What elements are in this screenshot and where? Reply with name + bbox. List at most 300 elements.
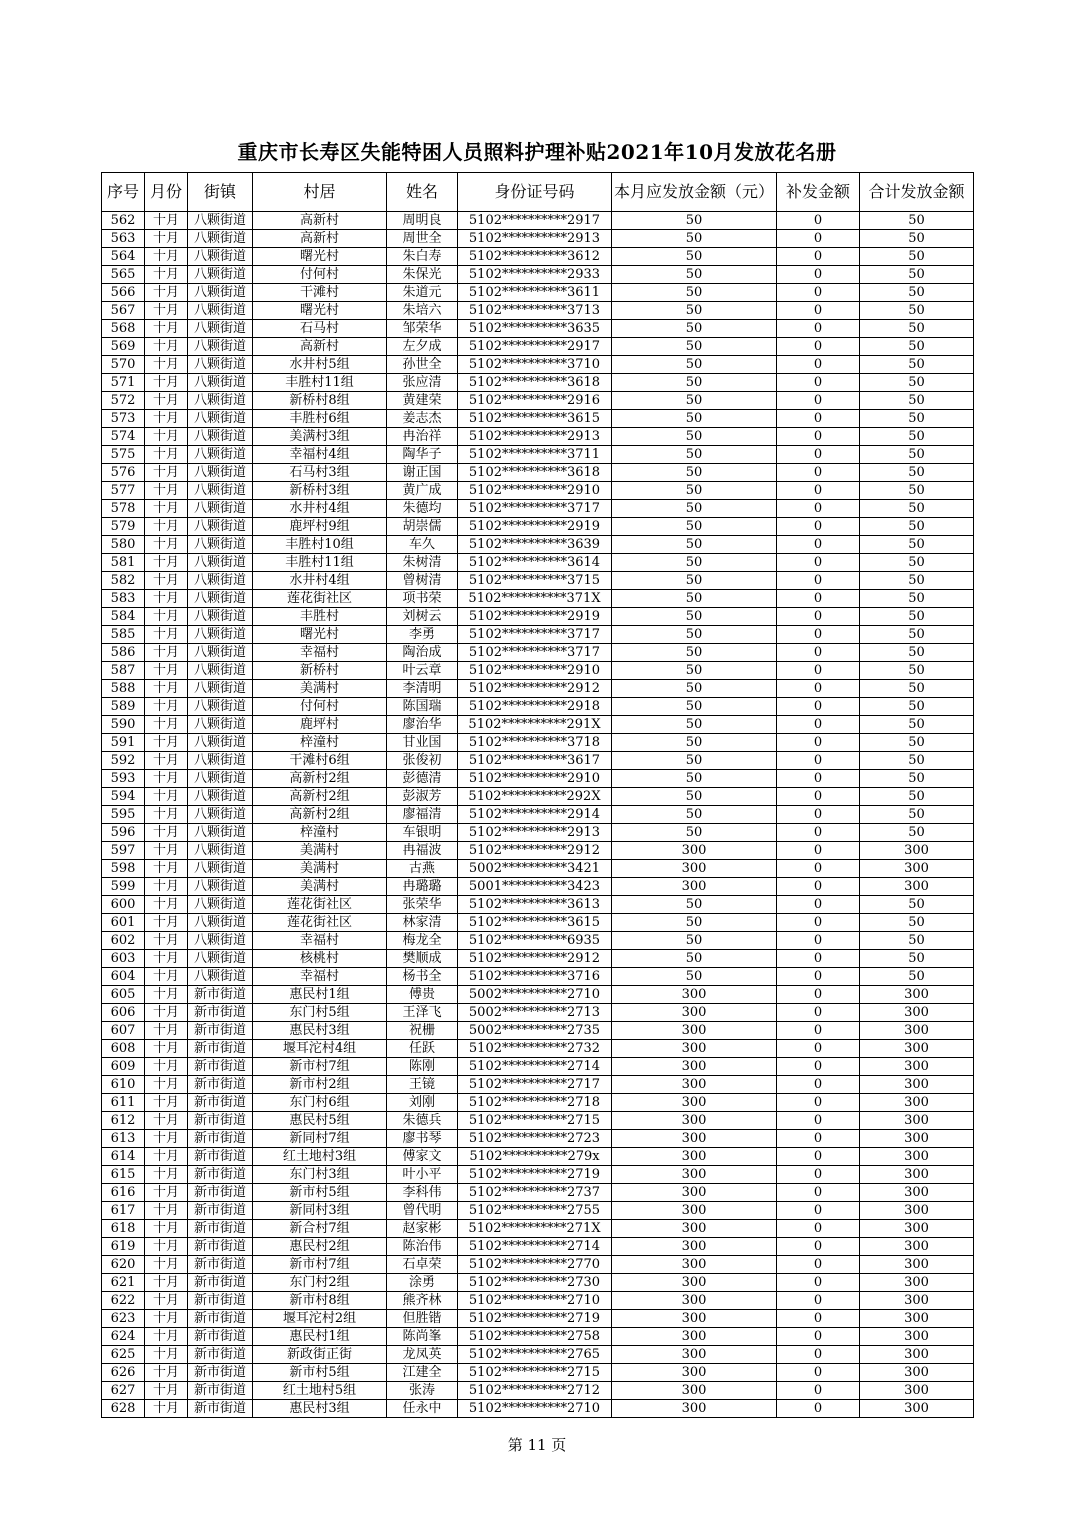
cell-index: 607	[102, 1022, 145, 1040]
cell-month: 十月	[145, 1220, 188, 1238]
table-row	[102, 914, 974, 932]
cell-total-amount: 50	[860, 230, 974, 248]
cell-village: 新政街正街	[253, 1346, 387, 1364]
cell-month: 十月	[145, 662, 188, 680]
cell-back-pay: 0	[777, 212, 860, 230]
cell-village: 惠民村1组	[253, 1328, 387, 1346]
cell-id-number: 5102**********3614	[458, 554, 612, 572]
cell-index: 564	[102, 248, 145, 266]
cell-total-amount: 50	[860, 662, 974, 680]
cell-village: 干滩村6组	[253, 752, 387, 770]
cell-back-pay: 0	[777, 608, 860, 626]
cell-village: 丰胜村11组	[253, 374, 387, 392]
cell-month: 十月	[145, 590, 188, 608]
table-row	[102, 698, 974, 716]
cell-total-amount: 50	[860, 572, 974, 590]
cell-name: 廖福清	[387, 806, 458, 824]
cell-village: 新同村3组	[253, 1202, 387, 1220]
cell-month: 十月	[145, 392, 188, 410]
cell-monthly-amount: 300	[612, 1238, 777, 1256]
cell-subdistrict: 新市街道	[188, 1238, 253, 1256]
table-body	[102, 212, 974, 1418]
cell-subdistrict: 新市街道	[188, 1058, 253, 1076]
cell-subdistrict: 新市街道	[188, 1274, 253, 1292]
cell-month: 十月	[145, 446, 188, 464]
document-title: 重庆市长寿区失能特困人员照料护理补贴2021年10月发放花名册	[237, 140, 837, 164]
cell-back-pay: 0	[777, 500, 860, 518]
table-row	[102, 1202, 974, 1220]
cell-back-pay: 0	[777, 1130, 860, 1148]
cell-name: 朱白寿	[387, 248, 458, 266]
header-id-number: 身份证号码	[458, 173, 612, 212]
cell-name: 左夕成	[387, 338, 458, 356]
cell-back-pay: 0	[777, 770, 860, 788]
cell-id-number: 5102**********292X	[458, 788, 612, 806]
table-header-row	[102, 173, 974, 212]
cell-subdistrict: 八颗街道	[188, 770, 253, 788]
cell-name: 李清明	[387, 680, 458, 698]
cell-monthly-amount: 300	[612, 842, 777, 860]
header-back-pay: 补发金额	[777, 173, 860, 212]
cell-id-number: 5102**********3718	[458, 734, 612, 752]
cell-index: 587	[102, 662, 145, 680]
cell-month: 十月	[145, 1238, 188, 1256]
cell-id-number: 5102**********2715	[458, 1112, 612, 1130]
cell-name: 谢正国	[387, 464, 458, 482]
cell-subdistrict: 八颗街道	[188, 752, 253, 770]
cell-name: 曾代明	[387, 1202, 458, 1220]
cell-month: 十月	[145, 734, 188, 752]
cell-back-pay: 0	[777, 482, 860, 500]
cell-month: 十月	[145, 428, 188, 446]
cell-village: 幸福村	[253, 932, 387, 950]
page-number: 第 11 页	[507, 1436, 567, 1454]
cell-index: 620	[102, 1256, 145, 1274]
cell-index: 625	[102, 1346, 145, 1364]
cell-village: 堰耳沱村2组	[253, 1310, 387, 1328]
cell-name: 胡崇儒	[387, 518, 458, 536]
cell-id-number: 5102**********3716	[458, 968, 612, 986]
table-row	[102, 1094, 974, 1112]
cell-back-pay: 0	[777, 626, 860, 644]
table-row	[102, 1382, 974, 1400]
cell-month: 十月	[145, 932, 188, 950]
cell-back-pay: 0	[777, 1202, 860, 1220]
cell-id-number: 5102**********2732	[458, 1040, 612, 1058]
cell-index: 606	[102, 1004, 145, 1022]
cell-total-amount: 50	[860, 590, 974, 608]
cell-id-number: 5102**********3618	[458, 464, 612, 482]
cell-name: 叶云章	[387, 662, 458, 680]
table-row	[102, 302, 974, 320]
cell-total-amount: 300	[860, 1184, 974, 1202]
cell-index: 588	[102, 680, 145, 698]
cell-village: 莲花街社区	[253, 914, 387, 932]
cell-monthly-amount: 50	[612, 716, 777, 734]
cell-subdistrict: 新市街道	[188, 1148, 253, 1166]
cell-back-pay: 0	[777, 284, 860, 302]
cell-village: 付何村	[253, 698, 387, 716]
cell-id-number: 5102**********279x	[458, 1148, 612, 1166]
cell-id-number: 5102**********2912	[458, 950, 612, 968]
cell-back-pay: 0	[777, 518, 860, 536]
table-row	[102, 1400, 974, 1418]
header-name: 姓名	[387, 173, 458, 212]
cell-month: 十月	[145, 788, 188, 806]
cell-total-amount: 50	[860, 752, 974, 770]
cell-monthly-amount: 50	[612, 734, 777, 752]
cell-month: 十月	[145, 1400, 188, 1418]
cell-id-number: 5102**********2913	[458, 824, 612, 842]
cell-total-amount: 300	[860, 1166, 974, 1184]
cell-village: 新市村7组	[253, 1058, 387, 1076]
cell-village: 曙光村	[253, 626, 387, 644]
cell-index: 601	[102, 914, 145, 932]
table-row	[102, 1112, 974, 1130]
cell-subdistrict: 八颗街道	[188, 914, 253, 932]
cell-monthly-amount: 50	[612, 230, 777, 248]
cell-month: 十月	[145, 644, 188, 662]
cell-month: 十月	[145, 878, 188, 896]
cell-index: 591	[102, 734, 145, 752]
cell-name: 熊齐林	[387, 1292, 458, 1310]
cell-index: 621	[102, 1274, 145, 1292]
cell-subdistrict: 八颗街道	[188, 320, 253, 338]
cell-village: 新市村5组	[253, 1364, 387, 1382]
cell-monthly-amount: 50	[612, 482, 777, 500]
cell-monthly-amount: 300	[612, 1040, 777, 1058]
cell-village: 惠民村3组	[253, 1022, 387, 1040]
cell-subdistrict: 八颗街道	[188, 536, 253, 554]
table-row	[102, 734, 974, 752]
cell-month: 十月	[145, 248, 188, 266]
cell-total-amount: 50	[860, 464, 974, 482]
cell-index: 610	[102, 1076, 145, 1094]
cell-monthly-amount: 50	[612, 806, 777, 824]
cell-back-pay: 0	[777, 230, 860, 248]
cell-back-pay: 0	[777, 698, 860, 716]
cell-back-pay: 0	[777, 410, 860, 428]
cell-month: 十月	[145, 986, 188, 1004]
cell-index: 593	[102, 770, 145, 788]
cell-name: 任跃	[387, 1040, 458, 1058]
cell-index: 563	[102, 230, 145, 248]
cell-back-pay: 0	[777, 392, 860, 410]
cell-name: 陈治伟	[387, 1238, 458, 1256]
table-row	[102, 986, 974, 1004]
table-row	[102, 356, 974, 374]
table-row	[102, 1346, 974, 1364]
cell-index: 578	[102, 500, 145, 518]
table-row	[102, 644, 974, 662]
cell-index: 589	[102, 698, 145, 716]
cell-subdistrict: 新市街道	[188, 1076, 253, 1094]
cell-total-amount: 300	[860, 878, 974, 896]
cell-id-number: 5102**********2710	[458, 1400, 612, 1418]
cell-back-pay: 0	[777, 932, 860, 950]
cell-village: 新市村5组	[253, 1184, 387, 1202]
cell-monthly-amount: 50	[612, 518, 777, 536]
cell-month: 十月	[145, 860, 188, 878]
cell-index: 586	[102, 644, 145, 662]
cell-index: 583	[102, 590, 145, 608]
cell-subdistrict: 八颗街道	[188, 824, 253, 842]
cell-village: 堰耳沱村4组	[253, 1040, 387, 1058]
cell-monthly-amount: 50	[612, 824, 777, 842]
cell-id-number: 5102**********3711	[458, 446, 612, 464]
table-row	[102, 1166, 974, 1184]
cell-subdistrict: 八颗街道	[188, 680, 253, 698]
cell-total-amount: 300	[860, 1274, 974, 1292]
cell-village: 新市村7组	[253, 1256, 387, 1274]
table-row	[102, 1058, 974, 1076]
cell-monthly-amount: 300	[612, 1310, 777, 1328]
cell-village: 东门村6组	[253, 1094, 387, 1112]
cell-month: 十月	[145, 1058, 188, 1076]
cell-back-pay: 0	[777, 1346, 860, 1364]
cell-month: 十月	[145, 1112, 188, 1130]
cell-id-number: 5102**********3611	[458, 284, 612, 302]
cell-monthly-amount: 300	[612, 860, 777, 878]
cell-total-amount: 300	[860, 1328, 974, 1346]
cell-subdistrict: 新市街道	[188, 1328, 253, 1346]
cell-name: 彭淑芳	[387, 788, 458, 806]
cell-village: 新桥村	[253, 662, 387, 680]
cell-monthly-amount: 50	[612, 248, 777, 266]
cell-month: 十月	[145, 824, 188, 842]
cell-month: 十月	[145, 536, 188, 554]
cell-total-amount: 300	[860, 1148, 974, 1166]
cell-village: 梓潼村	[253, 734, 387, 752]
cell-total-amount: 50	[860, 950, 974, 968]
cell-name: 朱保光	[387, 266, 458, 284]
cell-id-number: 5102**********291X	[458, 716, 612, 734]
cell-village: 梓潼村	[253, 824, 387, 842]
cell-name: 曾树清	[387, 572, 458, 590]
cell-monthly-amount: 300	[612, 1220, 777, 1238]
cell-month: 十月	[145, 464, 188, 482]
table-row	[102, 680, 974, 698]
cell-subdistrict: 八颗街道	[188, 626, 253, 644]
cell-month: 十月	[145, 1004, 188, 1022]
cell-village: 丰胜村	[253, 608, 387, 626]
cell-village: 丰胜村11组	[253, 554, 387, 572]
cell-total-amount: 50	[860, 374, 974, 392]
table-row	[102, 500, 974, 518]
cell-month: 十月	[145, 302, 188, 320]
cell-subdistrict: 八颗街道	[188, 554, 253, 572]
cell-total-amount: 50	[860, 608, 974, 626]
cell-back-pay: 0	[777, 824, 860, 842]
cell-monthly-amount: 300	[612, 1382, 777, 1400]
cell-total-amount: 50	[860, 968, 974, 986]
cell-subdistrict: 八颗街道	[188, 482, 253, 500]
cell-village: 东门村3组	[253, 1166, 387, 1184]
header-month: 月份	[145, 173, 188, 212]
cell-name: 叶小平	[387, 1166, 458, 1184]
cell-village: 水井村4组	[253, 572, 387, 590]
cell-monthly-amount: 300	[612, 1166, 777, 1184]
table-row	[102, 392, 974, 410]
cell-name: 朱德兵	[387, 1112, 458, 1130]
table-row	[102, 536, 974, 554]
cell-name: 朱德均	[387, 500, 458, 518]
cell-index: 596	[102, 824, 145, 842]
cell-back-pay: 0	[777, 1328, 860, 1346]
cell-total-amount: 300	[860, 1004, 974, 1022]
cell-total-amount: 50	[860, 212, 974, 230]
cell-total-amount: 50	[860, 824, 974, 842]
table-row	[102, 1022, 974, 1040]
cell-month: 十月	[145, 1022, 188, 1040]
cell-monthly-amount: 300	[612, 1112, 777, 1130]
cell-id-number: 5102**********2723	[458, 1130, 612, 1148]
cell-village: 高新村	[253, 212, 387, 230]
cell-month: 十月	[145, 968, 188, 986]
cell-name: 陶治成	[387, 644, 458, 662]
cell-village: 美满村	[253, 878, 387, 896]
cell-village: 丰胜村10组	[253, 536, 387, 554]
cell-subdistrict: 八颗街道	[188, 464, 253, 482]
cell-total-amount: 50	[860, 914, 974, 932]
header-total-amount: 合计发放金额	[860, 173, 974, 212]
cell-total-amount: 300	[860, 1202, 974, 1220]
cell-total-amount: 50	[860, 680, 974, 698]
cell-index: 616	[102, 1184, 145, 1202]
cell-month: 十月	[145, 608, 188, 626]
table-row	[102, 1274, 974, 1292]
cell-back-pay: 0	[777, 1274, 860, 1292]
cell-back-pay: 0	[777, 590, 860, 608]
cell-name: 冉福波	[387, 842, 458, 860]
cell-total-amount: 50	[860, 806, 974, 824]
table-row	[102, 968, 974, 986]
cell-total-amount: 50	[860, 248, 974, 266]
cell-month: 十月	[145, 266, 188, 284]
cell-name: 周明良	[387, 212, 458, 230]
cell-total-amount: 300	[860, 1346, 974, 1364]
cell-subdistrict: 新市街道	[188, 1382, 253, 1400]
cell-month: 十月	[145, 770, 188, 788]
cell-total-amount: 300	[860, 1238, 974, 1256]
cell-monthly-amount: 50	[612, 428, 777, 446]
cell-month: 十月	[145, 1040, 188, 1058]
cell-id-number: 5102**********2765	[458, 1346, 612, 1364]
cell-index: 594	[102, 788, 145, 806]
cell-total-amount: 300	[860, 1382, 974, 1400]
header-village: 村居	[253, 173, 387, 212]
cell-monthly-amount: 50	[612, 446, 777, 464]
cell-id-number: 5102**********2730	[458, 1274, 612, 1292]
cell-index: 615	[102, 1166, 145, 1184]
cell-index: 612	[102, 1112, 145, 1130]
cell-month: 十月	[145, 554, 188, 572]
cell-id-number: 5102**********2933	[458, 266, 612, 284]
table-row	[102, 410, 974, 428]
cell-back-pay: 0	[777, 320, 860, 338]
cell-name: 冉璐璐	[387, 878, 458, 896]
cell-id-number: 5102**********2917	[458, 212, 612, 230]
cell-subdistrict: 八颗街道	[188, 356, 253, 374]
cell-month: 十月	[145, 806, 188, 824]
cell-monthly-amount: 50	[612, 968, 777, 986]
cell-id-number: 5102**********3612	[458, 248, 612, 266]
cell-month: 十月	[145, 626, 188, 644]
cell-village: 幸福村	[253, 968, 387, 986]
cell-monthly-amount: 300	[612, 986, 777, 1004]
cell-id-number: 5102**********2710	[458, 1292, 612, 1310]
cell-total-amount: 50	[860, 932, 974, 950]
cell-month: 十月	[145, 842, 188, 860]
cell-name: 邹荣华	[387, 320, 458, 338]
cell-village: 石马村	[253, 320, 387, 338]
cell-month: 十月	[145, 680, 188, 698]
cell-total-amount: 300	[860, 1022, 974, 1040]
cell-subdistrict: 八颗街道	[188, 932, 253, 950]
cell-name: 古燕	[387, 860, 458, 878]
cell-name: 朱道元	[387, 284, 458, 302]
table-row	[102, 1040, 974, 1058]
cell-back-pay: 0	[777, 1004, 860, 1022]
cell-index: 580	[102, 536, 145, 554]
cell-monthly-amount: 50	[612, 320, 777, 338]
cell-name: 陈尚峯	[387, 1328, 458, 1346]
cell-subdistrict: 新市街道	[188, 1346, 253, 1364]
cell-id-number: 5102**********3717	[458, 500, 612, 518]
cell-month: 十月	[145, 752, 188, 770]
cell-monthly-amount: 50	[612, 608, 777, 626]
table-row	[102, 806, 974, 824]
cell-name: 刘树云	[387, 608, 458, 626]
cell-back-pay: 0	[777, 860, 860, 878]
cell-month: 十月	[145, 320, 188, 338]
table-row	[102, 1076, 974, 1094]
cell-index: 577	[102, 482, 145, 500]
cell-id-number: 5102**********271X	[458, 1220, 612, 1238]
cell-monthly-amount: 50	[612, 284, 777, 302]
cell-monthly-amount: 300	[612, 1058, 777, 1076]
cell-name: 龙凤英	[387, 1346, 458, 1364]
cell-total-amount: 50	[860, 500, 974, 518]
cell-id-number: 5102**********3639	[458, 536, 612, 554]
cell-month: 十月	[145, 1364, 188, 1382]
cell-name: 陶华子	[387, 446, 458, 464]
cell-back-pay: 0	[777, 788, 860, 806]
table-row	[102, 1148, 974, 1166]
cell-index: 570	[102, 356, 145, 374]
table-row	[102, 770, 974, 788]
table-row	[102, 428, 974, 446]
cell-village: 幸福村4组	[253, 446, 387, 464]
cell-subdistrict: 新市街道	[188, 1094, 253, 1112]
cell-village: 曙光村	[253, 302, 387, 320]
cell-id-number: 5102**********2910	[458, 770, 612, 788]
cell-name: 黄广成	[387, 482, 458, 500]
cell-village: 美满村	[253, 842, 387, 860]
cell-total-amount: 300	[860, 1256, 974, 1274]
cell-month: 十月	[145, 1256, 188, 1274]
cell-id-number: 5102**********3615	[458, 914, 612, 932]
cell-month: 十月	[145, 1292, 188, 1310]
cell-id-number: 5102**********2913	[458, 428, 612, 446]
cell-index: 572	[102, 392, 145, 410]
cell-id-number: 5102**********2914	[458, 806, 612, 824]
table-row	[102, 572, 974, 590]
cell-id-number: 5102**********2719	[458, 1310, 612, 1328]
cell-name: 廖治华	[387, 716, 458, 734]
cell-monthly-amount: 50	[612, 500, 777, 518]
cell-month: 十月	[145, 482, 188, 500]
